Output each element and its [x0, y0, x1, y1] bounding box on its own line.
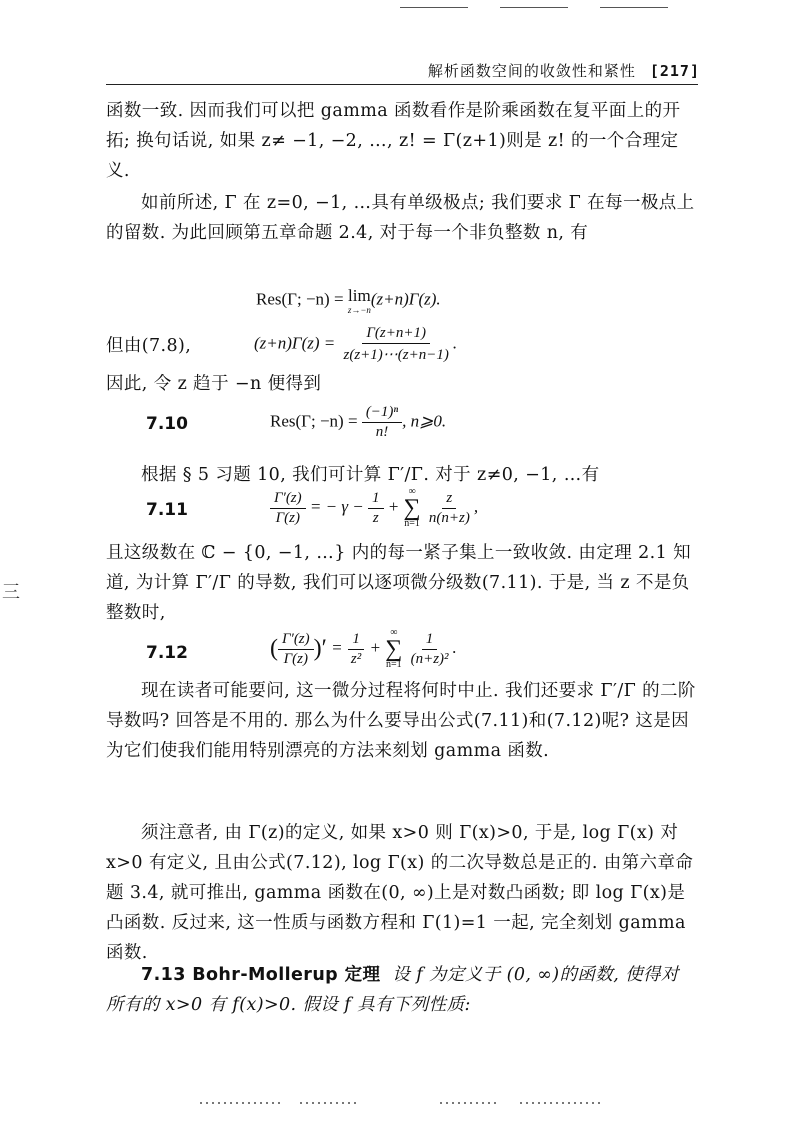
equation-residue-limit	[256, 286, 441, 315]
denominator: Γ(z)	[275, 509, 301, 526]
paragraph-3-prefix: 但由(7.8),	[106, 336, 192, 356]
paragraph-8: 须注意者, 由 Γ(z)的定义, 如果 x>0 则 Γ(x)>0, 于是, log Γ(x) 对 x>0 有定义, 且由公式(7.12), log Γ(x) 的二次导数总是正的. 由第六章命题 3.4, 就可推出, gamma 函数在(0, ∞)上是对数凸函数; 即 log Γ(x)是凸函数. 反过来, 这一性质与函数方程和 Γ(1)=1 一起, 完全刻划 gamma 函数.	[106, 823, 694, 963]
scan-artifact-dots	[300, 1102, 360, 1104]
margin-mark: 三	[2, 582, 20, 603]
page-number: [217]	[649, 62, 700, 80]
paragraph-7: 现在读者可能要问, 这一微分过程将何时中止. 我们还要求 Γ′/Γ 的二阶导数吗? 回答是不用的. 那么为什么要导出公式(7.11)和(7.12)呢? 这是因为它们使我们能用特别漂亮的方法来刻划 gamma 函数.	[106, 681, 696, 761]
scan-artifact-line	[600, 7, 668, 8]
equation-number-7-12: 7.12	[146, 643, 188, 663]
eq-text: +	[365, 637, 386, 657]
scan-artifact-dots	[440, 1102, 500, 1104]
equation-7-11	[270, 487, 478, 529]
sum-lower: n=1	[385, 659, 402, 670]
theorem-label: 7.13 Bohr-Mollerup 定理	[141, 965, 381, 985]
equation-7-12: ( $\frac{\Gamma'(z)}{\Gamma(z)}$ )′ = $\frac{1}{\text{z²}}$ + ∞ ∑ n=1 $\frac{1}{\text{(n+z)²}}$ .	[270, 627, 457, 670]
denominator: n!	[375, 424, 389, 440]
scan-artifact-dots	[520, 1102, 600, 1104]
numerator: z	[442, 490, 456, 509]
denominator: z²	[350, 650, 362, 667]
sum-lower: n=1	[404, 518, 420, 529]
eq-text: Res(Γ; −n) =	[256, 289, 348, 309]
denominator: (n+z)²	[410, 650, 449, 667]
numerator: Γ′(z)	[278, 631, 314, 650]
running-header	[428, 60, 700, 81]
fraction	[347, 631, 365, 668]
scan-artifact-line	[500, 7, 568, 8]
eq-text: .	[452, 637, 457, 657]
fraction	[368, 490, 384, 527]
numerator: Γ′(z)	[270, 490, 306, 509]
denominator: z(z+1)⋯(z+n−1)	[343, 347, 449, 363]
eq-text: Res(Γ; −n) =	[270, 411, 362, 431]
sum-upper: ∞	[408, 486, 416, 497]
summation: ∞ ∑ n=1	[403, 486, 421, 529]
eq-text: (z+n)Γ(z) =	[254, 333, 340, 353]
theorem-statement: 设 f 为定义于 (0, ∞)的函数, 使得对所有的 x>0 有 f(x)>0. 假设 f 具有下列性质:	[106, 965, 679, 1015]
equation-number-7-11: 7.11	[146, 500, 188, 520]
numerator: (−1)ⁿ	[362, 404, 402, 423]
fraction	[407, 631, 453, 668]
scan-artifact-dots	[200, 1102, 280, 1104]
scan-artifact-line	[400, 7, 468, 8]
equation-7-10	[270, 404, 446, 441]
fraction	[362, 404, 402, 441]
paragraph-5: 根据 § 5 习题 10, 我们可计算 Γ′/Γ. 对于 z≠0, −1, …有	[141, 465, 600, 485]
paragraph-2: 如前所述, Γ 在 z=0, −1, …具有单级极点; 我们要求 Γ 在每一极点上的留数. 为此回顾第五章命题 2.4, 对于每一个非负整数 n, 有	[106, 193, 695, 243]
equation-number-7-10: 7.10	[146, 414, 188, 434]
lim-operator	[348, 286, 371, 315]
fraction	[340, 325, 453, 364]
lim-word: lim	[348, 286, 371, 305]
denominator: z	[372, 509, 379, 526]
header-title: 解析函数空间的收敛性和紧性	[427, 62, 636, 80]
paragraph-6: 且这级数在 ℂ − {0, −1, …} 内的每一紧子集上一致收敛. 由定理 2.1 知道, 为计算 Γ′/Γ 的导数, 我们可以逐项微分级数(7.11). 于是, 当 z 不是负整数时,	[106, 543, 691, 623]
eq-text: ,	[473, 496, 479, 516]
lim-subscript: z→−n	[347, 305, 371, 315]
denominator: n(n+z)	[428, 509, 470, 526]
fraction	[270, 490, 306, 527]
header-rule	[106, 84, 698, 85]
numerator: Γ(z+n+1)	[362, 325, 430, 344]
paragraph-1: 函数一致. 因而我们可以把 gamma 函数看作是阶乘函数在复平面上的开拓; 换句话说, 如果 z≠ −1, −2, …, z! = Γ(z+1)则是 z! 的一个合理定义.	[106, 101, 681, 181]
eq-text: = − γ −	[305, 496, 369, 516]
denominator: Γ(z)	[283, 650, 309, 667]
fraction	[425, 490, 474, 527]
theorem-7-13	[106, 960, 696, 1020]
eq-text: =	[326, 637, 347, 657]
numerator: 1	[368, 490, 384, 509]
eq-text: , n⩾0.	[402, 411, 447, 431]
numerator: 1	[422, 631, 438, 650]
equation-7-8-form: (z+n)Γ(z) = $\frac{\Gamma(z+n+1)}{z(z+1)\cdots(z+n-1)}$ .	[254, 325, 458, 363]
paragraph-4: 因此, 令 z 趋于 −n 便得到	[106, 374, 322, 394]
summation: ∞ ∑ n=1	[385, 627, 403, 670]
eq-text: +	[383, 496, 404, 516]
eq-text: (z+n)Γ(z).	[370, 289, 441, 309]
fraction	[278, 631, 314, 668]
sum-upper: ∞	[390, 627, 398, 638]
numerator: 1	[348, 631, 364, 650]
